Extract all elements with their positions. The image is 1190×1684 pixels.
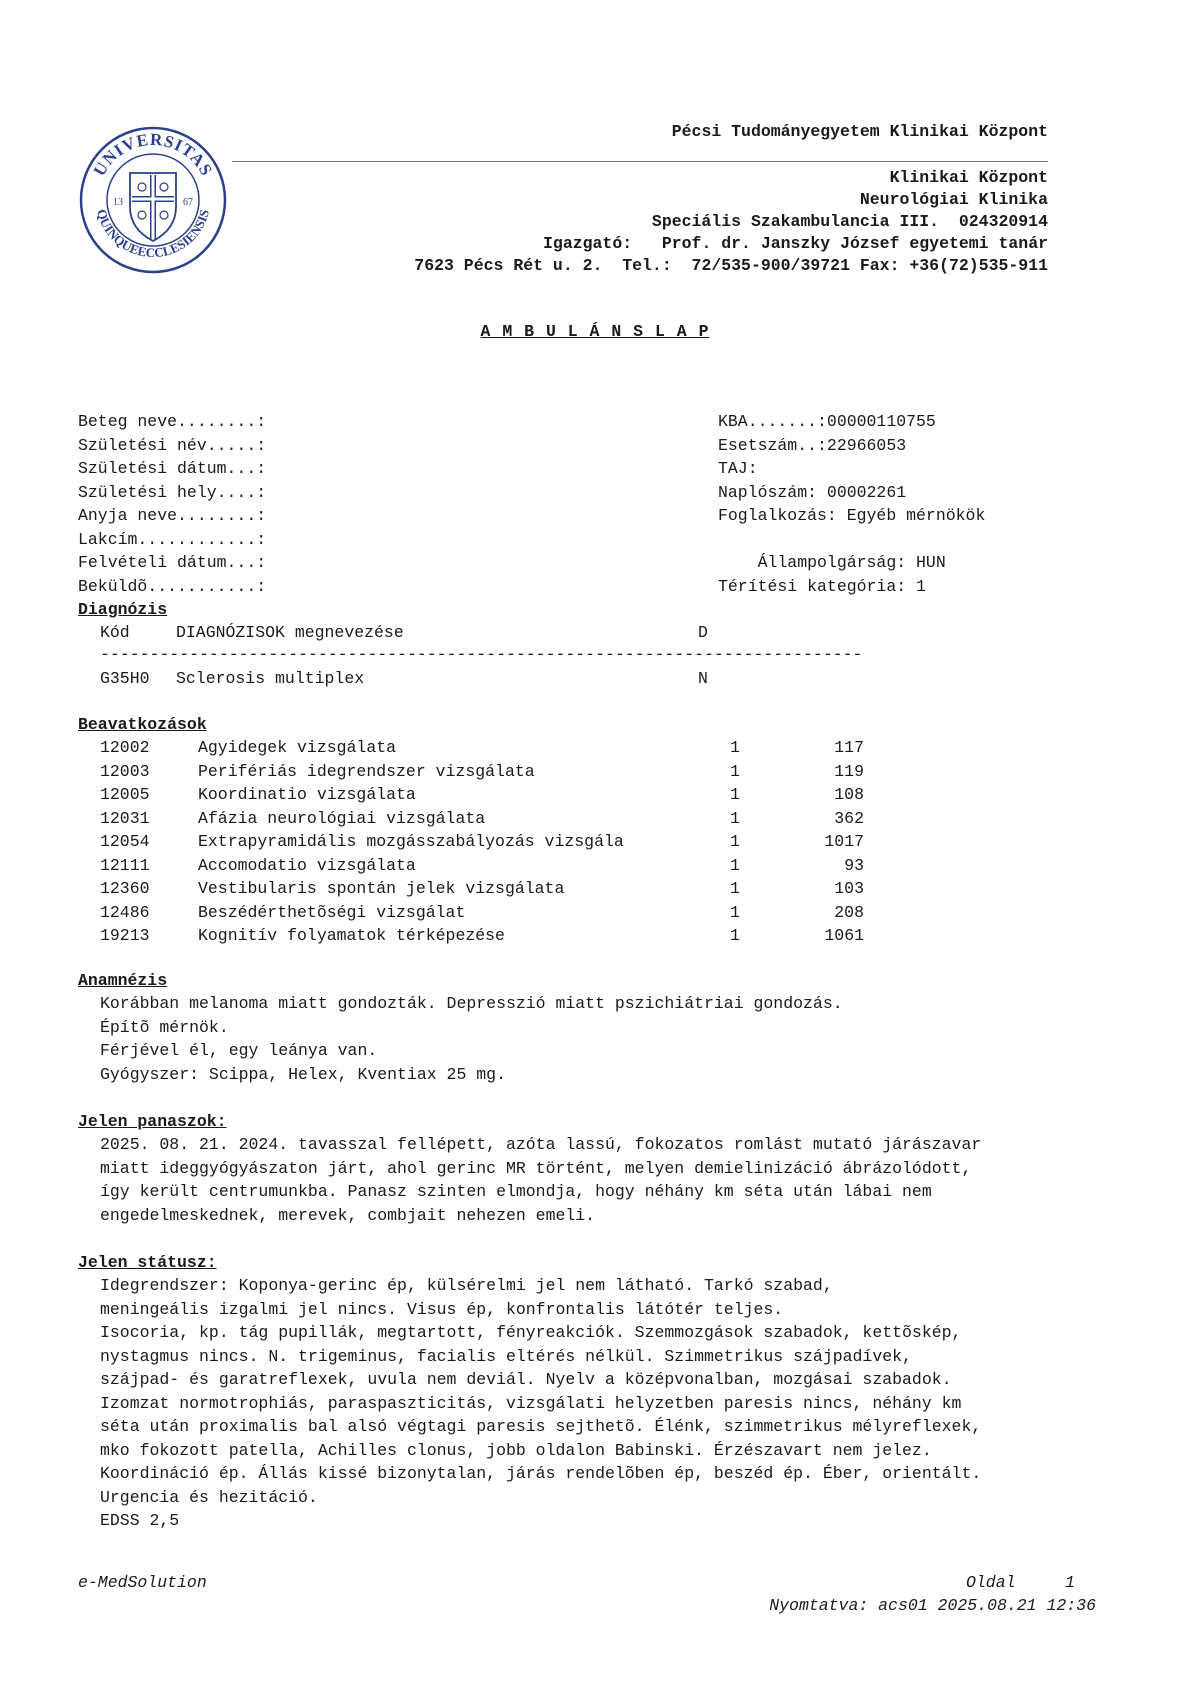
header-line-neurology: Neurológiai Klinika xyxy=(859,190,1048,209)
patient-fields-left xyxy=(78,412,266,600)
procedure-code: 19213 xyxy=(100,926,150,945)
status-line: meningeális izgalmi jel nincs. Visus ép, konfrontalis látótér teljes. xyxy=(100,1299,784,1319)
anamnesis-body xyxy=(100,994,843,1088)
procedure-row xyxy=(100,808,864,833)
procedure-quantity: 1 xyxy=(730,832,740,851)
procedures-table xyxy=(100,738,864,950)
procedure-quantity: 1 xyxy=(730,926,740,945)
status-body xyxy=(100,1276,981,1535)
procedure-name: Vestibularis spontán jelek vizsgálata xyxy=(198,879,565,898)
field-kba: KBA.......:00000110755 xyxy=(718,412,936,431)
status-line: mko fokozott patella, Achilles clonus, jobb oldalon Babinski. Érzészavart nem jelez. xyxy=(100,1440,932,1460)
complaints-line: engedelmeskednek, merevek, combjait nehezen emeli. xyxy=(100,1205,596,1225)
procedure-name: Agyidegek vizsgálata xyxy=(198,738,397,757)
field-birth-place: Születési hely....: xyxy=(78,482,267,502)
patient-fields-right xyxy=(718,412,985,600)
diagnosis-d-flag: N xyxy=(698,669,708,688)
document-title xyxy=(0,322,1190,341)
complaints-line: 2025. 08. 21. 2024. tavasszal fellépett, azóta lassú, fokozatos romlást mutató járászavar xyxy=(100,1135,982,1154)
procedures-heading: Beavatkozások xyxy=(78,715,207,734)
field-taj: TAJ: xyxy=(718,459,758,478)
header-line-ambulance: Speciális Szakambulancia III. 024320914 xyxy=(651,212,1048,231)
procedure-name: Afázia neurológiai vizsgálata xyxy=(198,808,486,828)
procedure-name: Extrapyramidális mozgásszabályozás vizsgála xyxy=(198,832,624,851)
footer-printed: Nyomtatva: acs01 2025.08.21 12:36 xyxy=(769,1596,1096,1615)
diagnosis-table-header xyxy=(100,623,1000,646)
diagnosis-col-code: Kód xyxy=(100,623,130,642)
complaints-body xyxy=(100,1135,981,1229)
anamnesis-line: Építõ mérnök. xyxy=(100,1017,229,1037)
procedure-row xyxy=(100,832,864,856)
procedure-quantity: 1 xyxy=(730,855,740,875)
procedure-points: 119 xyxy=(834,761,864,781)
university-seal-logo xyxy=(78,125,228,275)
footer-software: e-MedSolution xyxy=(78,1573,207,1592)
header-divider xyxy=(232,161,1048,162)
status-line: Idegrendszer: Koponya-gerinc ép, külsérelmi jel nem látható. Tarkó szabad, xyxy=(100,1276,833,1295)
status-heading: Jelen státusz: xyxy=(78,1253,217,1272)
complaints-line: miatt ideggyógyászaton járt, ahol gerinc MR történt, melyen demielinizáció ábrázolódott, xyxy=(100,1158,972,1178)
procedure-code: 12111 xyxy=(100,855,150,875)
field-admission-date: Felvételi dátum...: xyxy=(78,553,267,572)
field-payment-category: Térítési kategória: 1 xyxy=(718,576,926,596)
diagnosis-row xyxy=(100,669,1000,692)
procedure-code: 12002 xyxy=(100,738,150,757)
footer-page-number: 1 xyxy=(1065,1573,1075,1592)
procedure-row xyxy=(100,879,864,903)
seal-top-text: UNIVERSITAS xyxy=(89,129,217,180)
procedure-points: 362 xyxy=(834,808,864,828)
procedure-code: 12486 xyxy=(100,902,150,922)
header-line-address: 7623 Pécs Rét u. 2. Tel.: 72/535-900/39721 Fax: +36(72)535-911 xyxy=(414,256,1048,275)
footer-page-label: Oldal xyxy=(966,1573,1016,1592)
seal-year-left: 13 xyxy=(113,197,123,208)
procedure-quantity: 1 xyxy=(730,738,740,757)
status-line: EDSS 2,5 xyxy=(100,1511,180,1530)
procedure-points: 108 xyxy=(834,785,864,804)
field-occupation: Foglalkozás: Egyéb mérnökök xyxy=(718,506,986,525)
procedure-row xyxy=(100,738,864,762)
field-birth-name: Születési név.....: xyxy=(78,435,267,455)
footer-page xyxy=(966,1573,1075,1592)
procedure-name: Beszédérthetõségi vizsgálat xyxy=(198,902,466,922)
status-line: Koordináció ép. Állás kissé bizonytalan, járás rendelõben ép, beszéd ép. Éber, orientált. xyxy=(100,1464,982,1483)
procedure-points: 1061 xyxy=(824,926,864,945)
procedure-points: 93 xyxy=(844,855,864,875)
procedure-quantity: 1 xyxy=(730,808,740,828)
procedure-name: Accomodatio vizsgálata xyxy=(198,855,416,875)
procedure-code: 12054 xyxy=(100,832,150,851)
procedure-name: Perifériás idegrendszer vizsgálata xyxy=(198,761,535,781)
procedure-row xyxy=(100,761,864,786)
document-title-text: A M B U L Á N S L A P xyxy=(480,322,710,341)
field-empty xyxy=(718,530,985,554)
anamnesis-line: Korábban melanoma miatt gondozták. Depresszió miatt pszichiátriai gondozás. xyxy=(100,994,843,1013)
procedure-quantity: 1 xyxy=(730,902,740,922)
anamnesis-line: Gyógyszer: Scippa, Helex, Kventiax 25 mg. xyxy=(100,1064,506,1084)
status-line: Izomzat normotrophiás, paraspaszticitás, vizsgálati helyzetben paresis nincs, néhány km xyxy=(100,1393,962,1413)
procedure-quantity: 1 xyxy=(730,761,740,781)
procedure-points: 208 xyxy=(834,902,864,922)
institution-name: Pécsi Tudományegyetem Klinikai Központ xyxy=(671,122,1048,141)
status-line: Isocoria, kp. tág pupillák, megtartott, fényreakciók. Szemmozgások szabadok, kettõskép, xyxy=(100,1323,962,1342)
procedure-code: 12005 xyxy=(100,785,150,804)
field-citizenship: Állampolgárság: HUN xyxy=(718,553,946,572)
field-address: Lakcím............: xyxy=(78,529,267,549)
procedure-row xyxy=(100,926,864,950)
procedure-code: 12360 xyxy=(100,879,150,898)
procedure-row xyxy=(100,785,864,809)
procedure-name: Kognitív folyamatok térképezése xyxy=(198,926,505,945)
procedure-quantity: 1 xyxy=(730,879,740,898)
complaints-heading: Jelen panaszok: xyxy=(78,1112,227,1131)
status-line: nystagmus nincs. N. trigeminus, facialis eltérés nélkül. Szimmetrikus szájpadívek, xyxy=(100,1346,912,1366)
anamnesis-heading: Anamnézis xyxy=(78,971,168,990)
field-referrer: Beküldõ...........: xyxy=(78,576,267,596)
anamnesis-line: Férjével él, egy leánya van. xyxy=(100,1041,378,1060)
procedure-name: Koordinatio vizsgálata xyxy=(198,785,416,804)
procedure-code: 12031 xyxy=(100,808,150,828)
diagnosis-code: G35H0 xyxy=(100,669,150,688)
diagnosis-col-name: DIAGNÓZISOK megnevezése xyxy=(176,623,404,642)
diagnosis-heading: Diagnózis xyxy=(78,600,168,619)
procedure-quantity: 1 xyxy=(730,785,740,804)
status-line: szájpad- és garatreflexek, uvula nem deviál. Nyelv a középvonalban, mozgásai szabadok. xyxy=(100,1370,952,1389)
header-line-director: Igazgató: Prof. dr. Janszky József egyetemi tanár xyxy=(543,234,1048,253)
complaints-line: így került centrumunkba. Panasz szinten elmondja, hogy néhány km séta után lábai nem xyxy=(100,1182,932,1201)
procedure-points: 1017 xyxy=(824,832,864,851)
field-mother-name: Anyja neve........: xyxy=(78,506,267,525)
header-line-clinic-center: Klinikai Központ xyxy=(889,168,1048,187)
field-case-number: Esetszám..:22966053 xyxy=(718,435,907,455)
procedure-points: 103 xyxy=(834,879,864,898)
status-line: Urgencia és hezitáció. xyxy=(100,1487,318,1507)
field-log-number: Naplószám: 00002261 xyxy=(718,482,907,502)
diagnosis-col-d: D xyxy=(698,623,708,642)
seal-year-right: 67 xyxy=(183,197,193,208)
field-patient-name: Beteg neve........: xyxy=(78,412,267,431)
procedure-row xyxy=(100,855,864,880)
seal-bottom-text: QUINQUEECCLESIENSIS xyxy=(93,207,212,261)
diagnosis-separator: ----------------------------------------------------------------------------- xyxy=(100,645,863,664)
field-birth-date: Születési dátum...: xyxy=(78,459,267,478)
procedure-points: 117 xyxy=(834,738,864,757)
status-line: séta után proximalis bal alsó végtagi paresis sejthetõ. Élénk, szimmetrikus mélyreflexek, xyxy=(100,1417,982,1436)
diagnosis-name: Sclerosis multiplex xyxy=(176,669,365,688)
procedure-code: 12003 xyxy=(100,761,150,781)
procedure-row xyxy=(100,902,864,927)
